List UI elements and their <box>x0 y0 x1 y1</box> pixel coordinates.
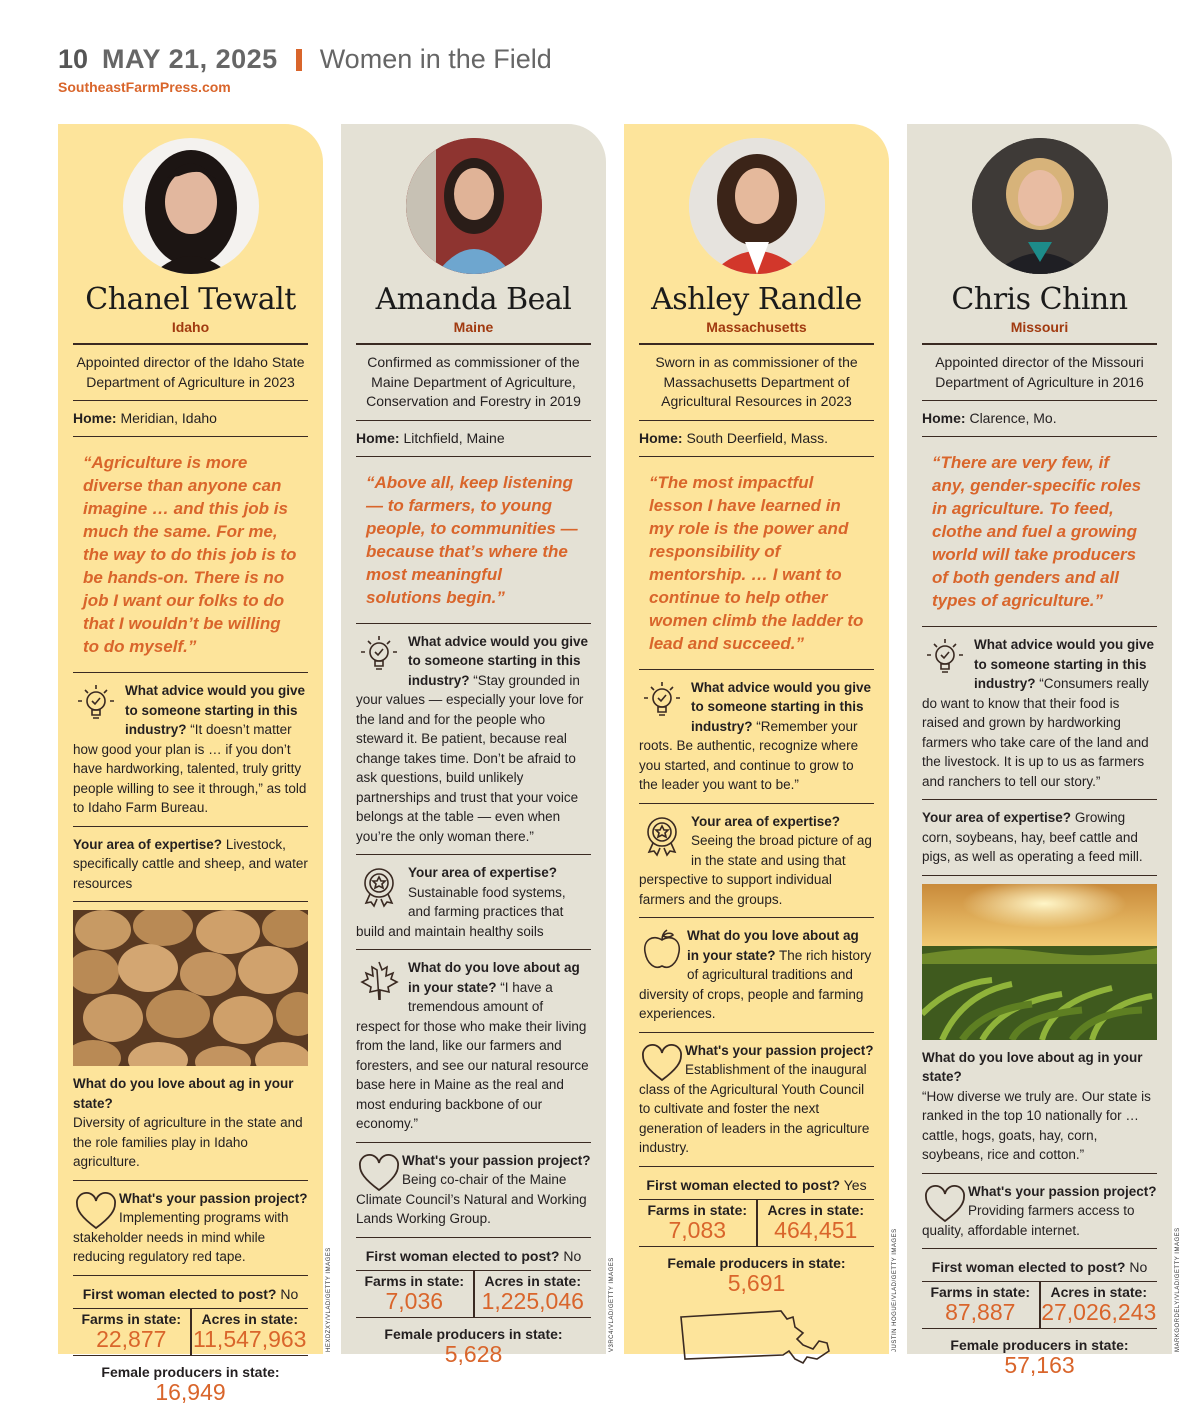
farms-label: Farms in state: <box>81 1310 182 1327</box>
acres-label: Acres in state: <box>1050 1284 1147 1300</box>
advice-question: What advice would you give to someone starting in this industry? <box>691 679 872 734</box>
farms-value: 22,877 <box>96 1325 167 1352</box>
love-question: What do you love about ag in your state? <box>408 960 580 995</box>
expertise-answer: Growing corn, soybeans, hay, beef cattle and pigs, as well as operating a feed mill. <box>922 810 1143 864</box>
profile-role: Sworn in as commissioner of the Massachusetts Department of Agricultural Resources in 2023 <box>655 354 858 409</box>
farms-value: 7,036 <box>385 1287 444 1314</box>
advice-answer: “It doesn’t matter how good your plan is … if you don’t have hardworking, talented, truly gritty people willing to see it through,” as told to Idaho Farm Bureau. <box>73 722 307 815</box>
first-woman-value: No <box>563 1247 582 1264</box>
award-badge-icon <box>639 812 685 858</box>
advice-block <box>73 681 308 818</box>
portrait-photo <box>123 138 259 274</box>
expertise-answer: Sustainable food systems, and farming practices that build and maintain healthy soils <box>356 884 566 939</box>
home-label: Home: <box>73 410 117 426</box>
profile-role: Confirmed as commissioner of the Maine Department of Agriculture, Conservation and Forestry in 2019 <box>366 354 581 409</box>
massachusetts-map-icon <box>639 1305 874 1384</box>
issue-date: MAY 21, 2025 <box>102 44 278 74</box>
acres-label: Acres in state: <box>201 1310 298 1327</box>
love-answer: Diversity of agriculture in the state and the role families play in Idaho agriculture. <box>73 1115 303 1169</box>
photo-credit: V3RC4/VLAD/GETTY IMAGES <box>609 1257 615 1352</box>
lightbulb-icon <box>356 632 402 678</box>
female-value: 57,163 <box>1004 1352 1075 1378</box>
passion-block <box>73 1189 308 1267</box>
female-value: 16,949 <box>155 1378 226 1405</box>
advice-block <box>356 632 591 847</box>
profile-quote: “There are very few, if any, gender-specific roles in agriculture. To feed, clothe and fuel a growing world will take producers of both genders and all types of agriculture.” <box>932 453 1142 610</box>
profile-quote: “The most impactful lesson I have learned in my role is the power and responsibility of mentorship. … I want to continue to help other women climb the ladder to lead and succeed.” <box>649 472 864 653</box>
expertise-question: Your area of expertise? <box>691 813 841 829</box>
profile-card-chinn <box>907 124 1172 1378</box>
profile-card-tewalt <box>58 124 323 1405</box>
passion-question: What's your passion project? <box>685 1042 874 1058</box>
farms-label: Farms in state: <box>364 1272 465 1289</box>
portrait-photo <box>689 138 825 274</box>
love-block <box>356 958 591 1134</box>
stats-row <box>639 1200 874 1246</box>
stats-row <box>73 1309 308 1355</box>
profile-card-randle <box>624 124 889 1354</box>
passion-block <box>639 1041 874 1158</box>
profile-name: Chanel Tewalt <box>85 282 296 317</box>
first-woman-label: First woman elected to post? <box>82 1285 277 1302</box>
profile-home <box>356 429 591 448</box>
photo-credit: JUSTIN HOGUE/VLAD/GETTY IMAGES <box>892 1228 898 1352</box>
farms-label: Farms in state: <box>647 1201 748 1218</box>
passion-question: What's your passion project? <box>119 1190 308 1206</box>
first-woman-label: First woman elected to post? <box>931 1259 1126 1275</box>
advice-answer: “Remember your roots. Be authentic, recognize where you started, and continue to grow to the leader you want to be.” <box>639 718 859 792</box>
heart-icon <box>73 1189 113 1223</box>
site-link[interactable]: SoutheastFarmPress.com <box>58 79 231 95</box>
lightbulb-icon <box>639 678 685 724</box>
profile-name: Chris Chinn <box>951 282 1128 317</box>
home-label: Home: <box>356 429 400 446</box>
first-woman <box>356 1246 591 1266</box>
expertise-block <box>73 835 308 894</box>
love-question: What do you love about ag in your state? <box>922 1049 1143 1084</box>
expertise-block <box>639 812 874 910</box>
love-question: What do you love about ag in your state? <box>687 928 859 963</box>
advice-question: What advice would you give to someone starting in this industry? <box>125 683 306 737</box>
advice-answer: “Consumers really do want to know that their food is raised and grown by hardworking farmers who take care of the land and the livestock. It is up to us as farmers and ranchers to tell our story.” <box>922 676 1149 789</box>
expertise-question: Your area of expertise? <box>73 836 223 852</box>
first-woman <box>73 1284 308 1304</box>
maple-leaf-icon <box>356 958 402 1004</box>
farms-value: 87,887 <box>945 1299 1016 1325</box>
expertise-question: Your area of expertise? <box>922 810 1072 825</box>
home-value: Litchfield, Maine <box>403 429 505 446</box>
profile-home <box>922 409 1157 428</box>
profile-role: Appointed director of the Idaho State Department of Agriculture in 2023 <box>76 354 305 390</box>
first-woman-label: First woman elected to post? <box>646 1176 841 1193</box>
stats-row <box>922 1282 1157 1328</box>
photo-credit: HEXDZXY/VLAD/GETTY IMAGES <box>326 1247 332 1352</box>
profile-home <box>73 409 308 428</box>
acres-value: 27,026,243 <box>1041 1299 1157 1325</box>
passion-block <box>922 1182 1157 1241</box>
profile-state: Massachusetts <box>706 319 807 335</box>
profile-state: Maine <box>453 319 494 335</box>
first-woman-label: First woman elected to post? <box>365 1247 560 1264</box>
apple-icon <box>639 926 681 968</box>
home-value: Clarence, Mo. <box>969 410 1057 426</box>
expertise-answer: Seeing the broad picture of ag in the state and using that perspective to support individual farmers and the groups. <box>639 833 872 907</box>
passion-block <box>356 1151 591 1229</box>
portrait-photo <box>406 138 542 274</box>
female-label: Female producers in state: <box>384 1325 563 1342</box>
profile-state: Idaho <box>171 319 210 335</box>
first-woman-value: No <box>280 1285 299 1302</box>
profile-name: Amanda Beal <box>375 282 572 317</box>
cornfield-sunset-photo <box>922 884 1157 1040</box>
advice-block <box>639 678 874 795</box>
passion-answer: Being co-chair of the Maine Climate Council’s Natural and Working Lands Working Group. <box>356 1172 587 1226</box>
page-header <box>58 44 552 95</box>
stats-row <box>356 1271 591 1317</box>
lightbulb-icon <box>73 681 119 727</box>
acres-value: 11,547,963 <box>193 1325 307 1352</box>
expertise-question: Your area of expertise? <box>408 865 558 880</box>
lightbulb-icon <box>922 635 968 681</box>
advice-block <box>922 635 1157 791</box>
home-value: South Deerfield, Mass. <box>686 429 829 446</box>
passion-question: What's your passion project? <box>968 1183 1157 1199</box>
profile-quote: “Agriculture is more diverse than anyone can imagine … and this job is much the same. For me, the way to do this job is to be hands-on. There is no job I want our folks to do that I wouldn’t be willing to do myself.” <box>83 453 297 656</box>
love-block <box>73 1074 308 1172</box>
love-block <box>639 926 874 1024</box>
female-value: 5,691 <box>727 1269 786 1296</box>
acres-label: Acres in state: <box>484 1272 581 1289</box>
first-woman-value: No <box>1129 1259 1148 1275</box>
female-value: 5,628 <box>444 1340 503 1367</box>
passion-answer: Implementing programs with stakeholder needs in mind while reducing regulatory red tape. <box>73 1210 289 1264</box>
profile-card-beal <box>341 124 606 1367</box>
expertise-answer: Livestock, specifically cattle and sheep, and water resources <box>73 836 308 891</box>
heart-icon <box>356 1151 396 1185</box>
first-woman-value: Yes <box>843 1176 867 1193</box>
acres-label: Acres in state: <box>767 1201 864 1218</box>
expertise-block <box>356 863 591 941</box>
potatoes-photo <box>73 910 308 1066</box>
heart-icon <box>922 1182 962 1216</box>
photo-credit: MARKGORDELY/VLAD/GETTY IMAGES <box>1175 1227 1181 1352</box>
female-label: Female producers in state: <box>667 1254 846 1271</box>
heart-icon <box>639 1041 679 1075</box>
passion-answer: Establishment of the inaugural class of the Agricultural Youth Council to cultivate and foster the next generation of leaders in the agriculture industry. <box>639 1062 870 1155</box>
profile-role: Appointed director of the Missouri Department of Agriculture in 2016 <box>935 354 1144 390</box>
love-answer: The rich history of agricultural traditions and diversity of crops, people and farming experiences. <box>639 947 872 1021</box>
love-answer: “How diverse we truly are. Our state is ranked in the top 10 nationally for … cattle, hogs, goats, hay, corn, soybeans, rice and cotton.” <box>922 1088 1151 1162</box>
award-badge-icon <box>356 863 402 909</box>
first-woman <box>639 1175 874 1195</box>
passion-answer: Providing farmers access to quality, affordable internet. <box>922 1203 1135 1238</box>
female-label: Female producers in state: <box>101 1363 280 1380</box>
page-number: 10 <box>58 44 89 74</box>
profile-state: Missouri <box>1010 319 1069 335</box>
header-divider <box>296 49 302 71</box>
advice-question: What advice would you give to someone starting in this industry? <box>408 633 589 688</box>
home-label: Home: <box>922 410 966 426</box>
portrait-photo <box>972 138 1108 274</box>
advice-answer: “Stay grounded in your values — especially your love for the land and for the people who steward it. Be patient, because real change takes time. Don’t be afraid to ask questions, build unlikely partnerships and trust that your voice belongs at the table — even when you’re the only woman there.” <box>356 672 584 844</box>
advice-question: What advice would you give to someone starting in this industry? <box>974 637 1155 691</box>
female-label: Female producers in state: <box>950 1337 1129 1353</box>
profile-quote: “Above all, keep listening — to farmers, to young people, to communities — because that’s where the most meaningful solutions begin.” <box>366 472 578 607</box>
home-value: Meridian, Idaho <box>120 410 217 426</box>
farms-label: Farms in state: <box>930 1284 1031 1300</box>
acres-value: 1,225,046 <box>481 1287 584 1314</box>
home-label: Home: <box>639 429 683 446</box>
love-answer: “I have a tremendous amount of respect for those who make their living from the land, like our farmers and foresters, and see our natural resource base here in Maine as the real and most enduring backbone of our economy.” <box>356 979 589 1131</box>
expertise-block <box>922 808 1157 867</box>
profile-home <box>639 429 874 448</box>
love-block <box>922 1048 1157 1165</box>
passion-question: What's your passion project? <box>402 1152 591 1168</box>
love-question: What do you love about ag in your state? <box>73 1076 294 1111</box>
profile-name: Ashley Randle <box>651 282 862 317</box>
farms-value: 7,083 <box>668 1216 727 1243</box>
acres-value: 464,451 <box>774 1216 858 1243</box>
section-title: Women in the Field <box>319 44 552 74</box>
first-woman <box>922 1257 1157 1277</box>
